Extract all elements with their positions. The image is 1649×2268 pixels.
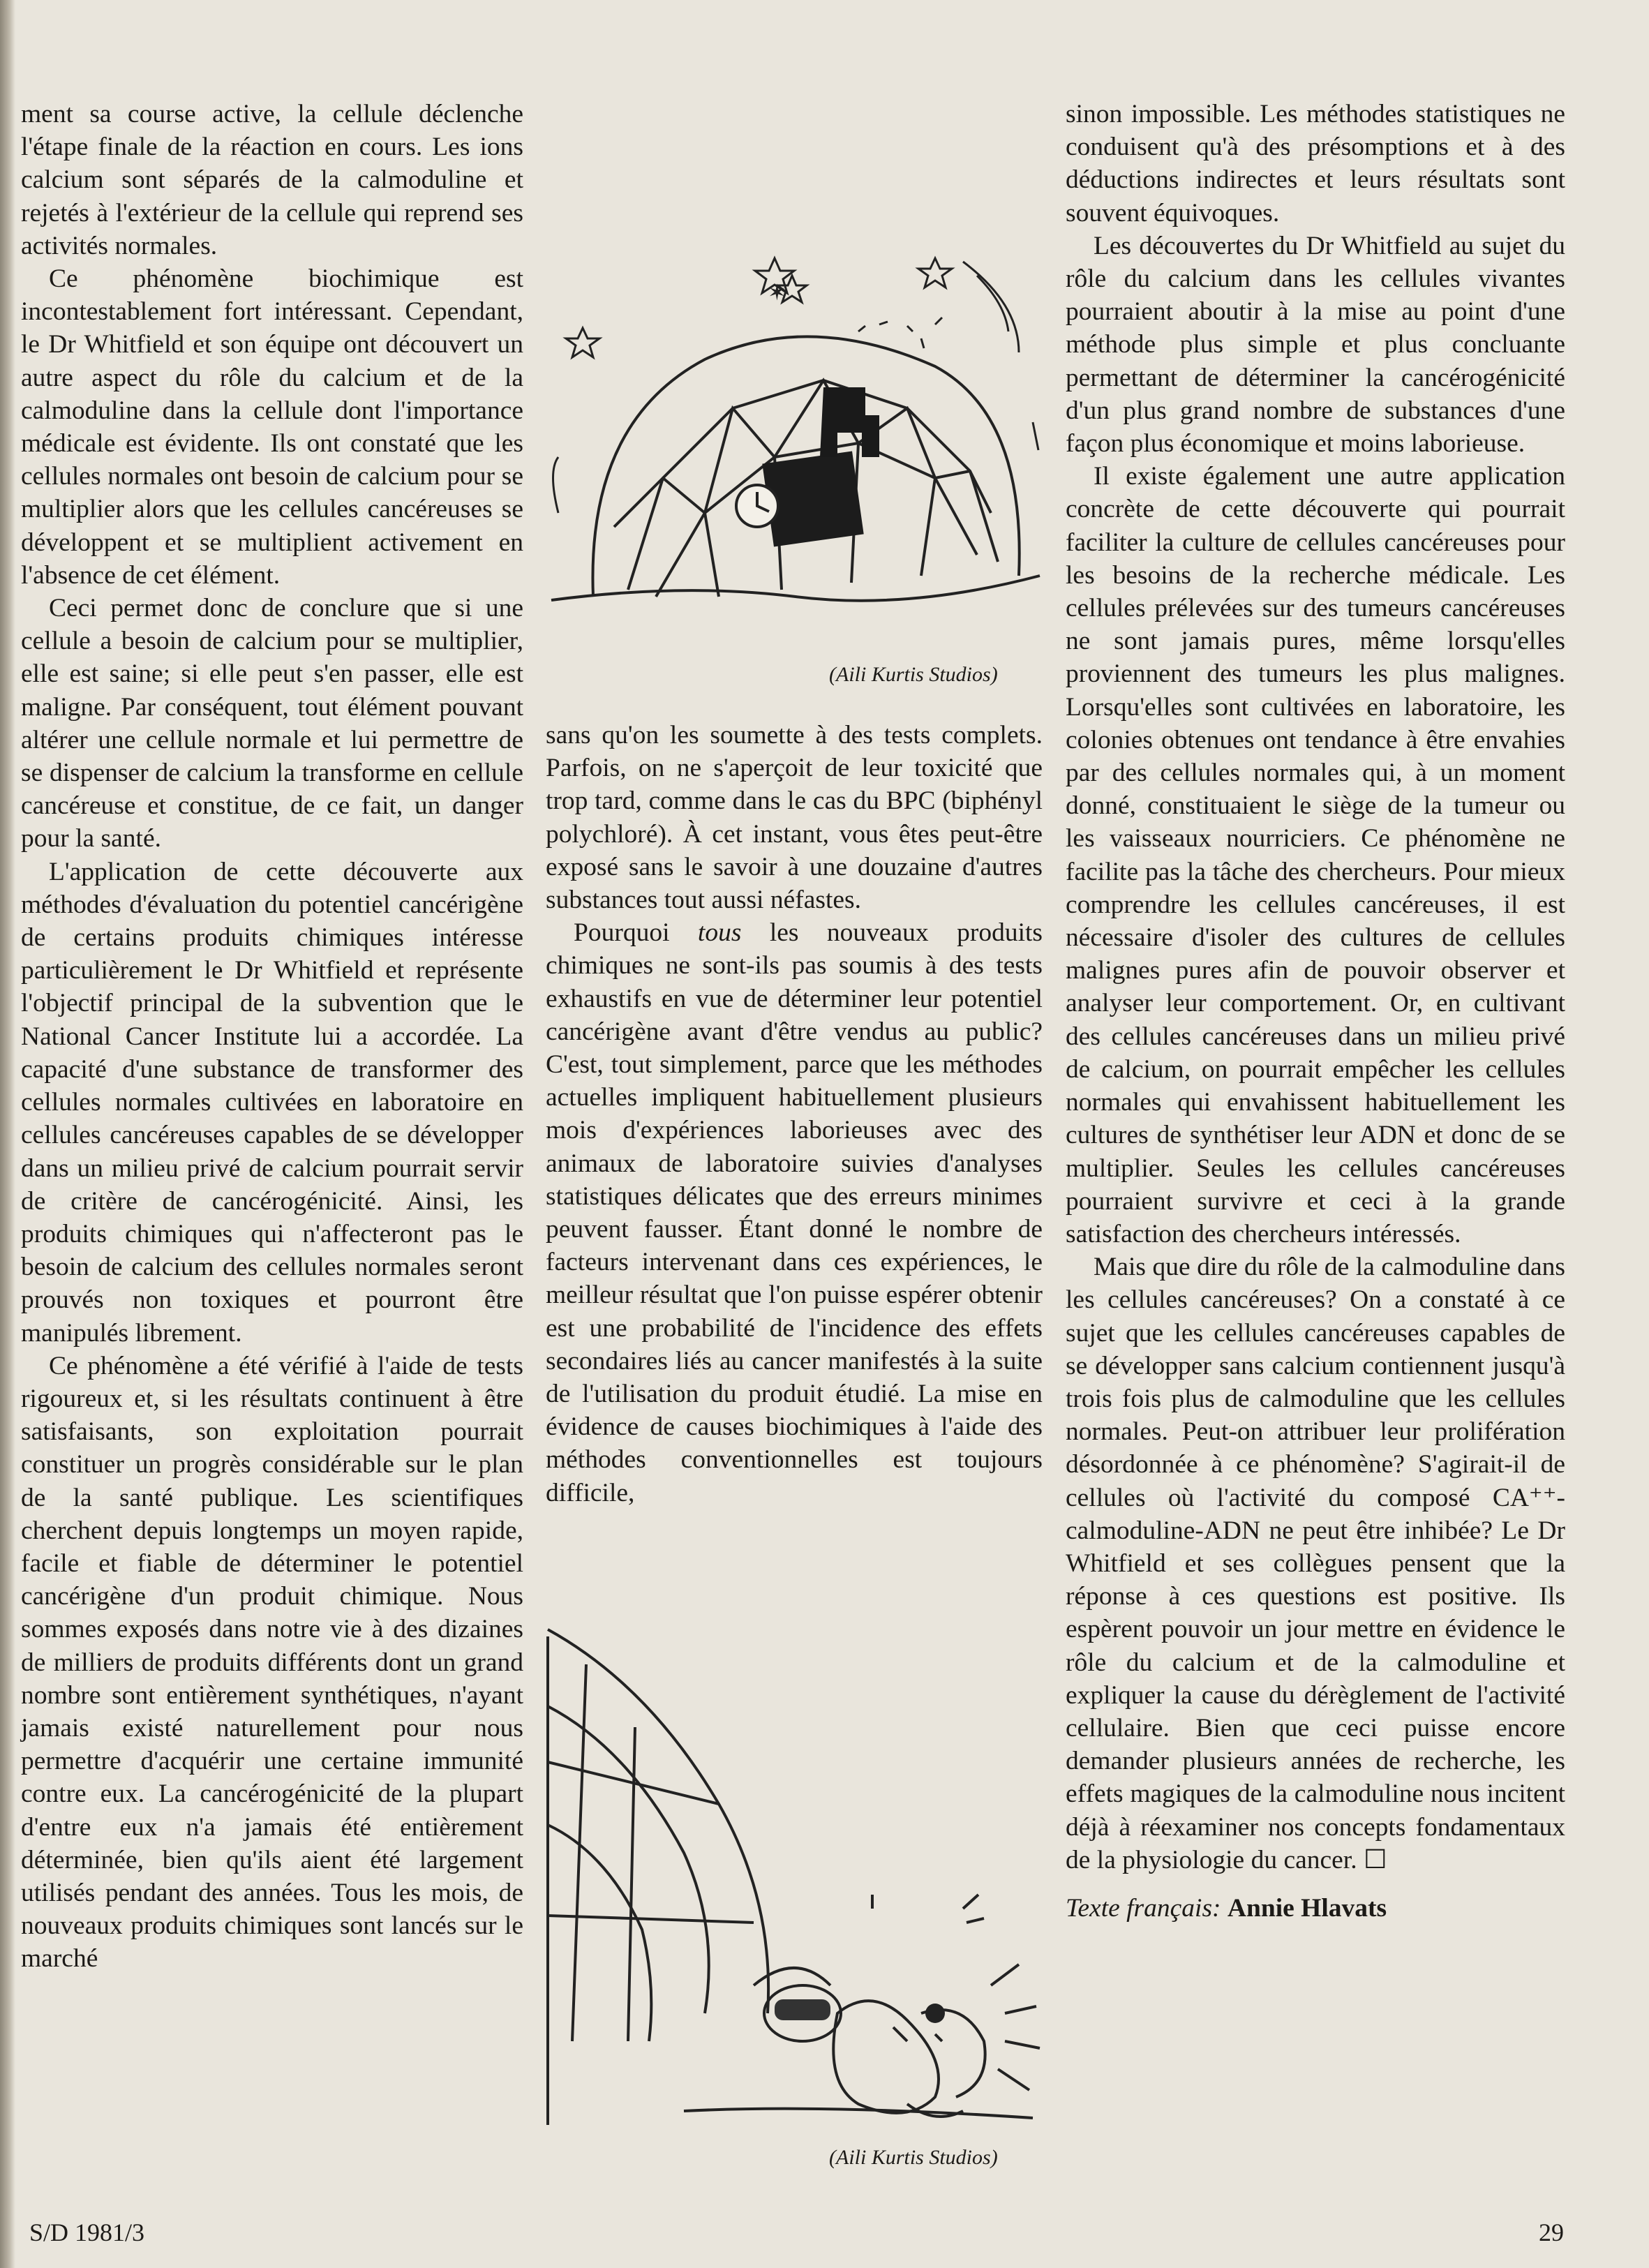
illustration-caption: (Aili Kurtis Studios) <box>829 663 998 686</box>
credit-label: Texte français: <box>1066 1893 1221 1923</box>
paragraph-text: Pourquoi <box>574 918 698 948</box>
paragraph: Il existe également une autre application concrète de cette découverte qui pourrait faciliter la culture de cellules cancéreuses pour les besoins de la recherche médicale. Les cellules prélevées sur des tumeurs cancéreuses ne sont jamais pures, même lorsqu'elles proviennent des tumeurs les plus malignes. Lorsqu'elles sont cultivées en laboratoire, les colonies obtenues ont tendance à être envahies par des cellules normales qui, à un moment donné, constituaient le siège de la tumeur ou les vaisseaux nourriciers. Ce phénomène ne facilite pas la tâche des chercheurs. Pour mieux comprendre les cellules cancéreuses, il est nécessaire d'isoler des cultures de cellules malignes pures afin de pouvoir observer et analyser leur comportement. Or, en cultivant des cellules cancéreuses dans un milieu privé de calcium, on pourrait empêcher les cellules normales qui envahissent habituellement les cultures de synthétiser leur ADN et donc de se multiplier. Seules les cellules cancéreuses pourraient survivre et ceci à la grande satisfaction des chercheurs intéressés. <box>1066 462 1565 1248</box>
crawling-man-cartoon-illustration <box>544 1622 1047 2139</box>
page-binding-shadow <box>0 0 15 2268</box>
paragraph: sans qu'on les soumette à des tests complets. Parfois, on ne s'aperçoit de leur toxicité que trop tard, comme dans le cas du BPC (biphényl polychloré). À cet instant, vous êtes peut-être exposé sans le savoir à une douzaine d'autres substances tout aussi néfastes. <box>546 721 1043 915</box>
paragraph: L'application de cette découverte aux méthodes d'évaluation du potentiel cancérigène de certains produits chimiques intéresse particulièrement le Dr Whitfield et représente l'objectif principal de la subvention que le National Cancer Institute lui a accordée. La capacité d'une substance de transformer des cellules normales cultivées en laboratoire en cellules cancéreuses capables de se développer dans un milieu privé de calcium pourrait servir de critère de cancérogénicité. Ainsi, les produits chimiques qui n'affecteront pas le besoin de calcium des cellules normales seront prouvés non toxiques et pourront être manipulés librement. <box>21 857 523 1348</box>
translator-credit <box>1066 1892 1565 1925</box>
paragraph: Ceci permet donc de conclure que si une cellule a besoin de calcium pour se multiplier, elle est saine; si elle peut s'en passer, elle est maligne. Par conséquent, tout élément pouvant altérer une cellule normale et lui permettre de se dispenser de calcium la transforme en cellule cancéreuse et constitue, de ce fait, un danger pour la santé. <box>21 594 523 853</box>
right-column <box>1066 98 1565 1925</box>
illustration-caption: (Aili Kurtis Studios) <box>829 2146 998 2169</box>
paragraph <box>546 916 1043 1509</box>
paragraph: Mais que dire du rôle de la calmoduline dans les cellules cancéreuses? On a constaté à ce sujet que les cellules cancéreuses capables de se développer sans calcium contiennent jusqu'à trois fois plus de calmoduline que les cellules normales. Peut-on attribuer leur prolifération désordonnée à ce phénomène? S'agirait-il de cellules où l'activité du composé CA⁺⁺-calmoduline-ADN ne peut être inhibée? Le Dr Whitfield et ses collègues pensent que la réponse à ces questions est positive. Ils espèrent pouvoir un jour mettre en évidence le rôle du calcium et de la calmoduline et expliquer la cause du dérèglement de l'activité cellulaire. Bien que ceci puisse encore demander plusieurs années de recherche, les effets magiques de la calmoduline nous incitent déjà à réexaminer nos concepts fondamentaux de la physiologie du cancer. ☐ <box>1066 1253 1565 1874</box>
paragraph: Les découvertes du Dr Whitfield au sujet du rôle du calcium dans les cellules vivantes pourraient aboutir à la mise au point d'une méthode plus simple et plus concluante permettant de déterminer la cancérogénicité d'un plus grand nombre de substances d'une façon plus économique et moins laborieuse. <box>1066 231 1565 458</box>
footer-issue: S/D 1981/3 <box>29 2218 145 2246</box>
left-column <box>21 98 523 1976</box>
dome-cartoon-illustration <box>544 248 1047 611</box>
svg-text:✶: ✶ <box>768 279 786 306</box>
paragraph: sinon impossible. Les méthodes statistiques ne conduisent qu'à des présomptions et à des déductions indirectes et leurs résultats sont souvent équivoques. <box>1066 100 1565 227</box>
paragraph: ment sa course active, la cellule déclenche l'étape finale de la réaction en cours. Les ions calcium sont séparés de la calmoduline et rejetés à l'extérieur de la cellule qui reprend ses activités normales. <box>21 100 523 260</box>
credit-name: Annie Hlavats <box>1227 1893 1387 1923</box>
paragraph: Ce phénomène a été vérifié à l'aide de tests rigoureux et, si les résultats continuent à être satisfaisants, son exploitation pourrait constituer un progrès considérable sur le plan de la santé publique. Les scientifiques cherchent depuis longtemps un moyen rapide, facile et fiable de déterminer le potentiel cancérigène d'un produit chimique. Nous sommes exposés dans notre vie à des dizaines de milliers de produits différents dont un grand nombre sont entièrement synthétiques, n'ayant jamais existé naturellement pour nous permettre d'acquérir une certaine immunité contre eux. La cancérogénicité de la plupart d'entre eux n'a jamais été entièrement déterminée, bien qu'ils aient été largement utilisés pendant des années. Tous les mois, de nouveaux produits chimiques sont lancés sur le marché <box>21 1351 523 1974</box>
middle-column <box>546 719 1043 1509</box>
paragraph: Ce phénomène biochimique est incontestablement fort intéressant. Cependant, le Dr Whitfield et son équipe ont découvert un autre aspect du rôle du calcium et de la calmoduline dans la cellule dont l'importance médicale est évidente. Ils ont constaté que les cellules normales ont besoin de calcium pour se multiplier alors que les cellules cancéreuses se développent et se multiplient activement en l'absence de cet élément. <box>21 264 523 590</box>
paragraph-text: les nouveaux produits chimiques ne sont-ils pas soumis à des tests exhaustifs en vue de déterminer leur potentiel cancérigène avant d'être vendus au public? C'est, tout simplement, parce que les méthodes actuelles impliquent habituellement plusieurs mois d'expériences laborieuses avec des animaux de laboratoire suivies d'analyses statistiques délicates que des erreurs minimes peuvent fausser. Étant donné le nombre de facteurs intervenant dans ces expériences, le meilleur résultat que l'on puisse espérer obtenir est une probabilité de l'incidence des effets secondaires liés au cancer manifestés à la suite de l'utilisation du produit étudié. La mise en évidence de causes biochimiques à l'aide des méthodes conventionnelles est toujours difficile, <box>546 918 1043 1507</box>
page-number: 29 <box>1539 2218 1564 2246</box>
emphasis-text: tous <box>697 918 742 948</box>
